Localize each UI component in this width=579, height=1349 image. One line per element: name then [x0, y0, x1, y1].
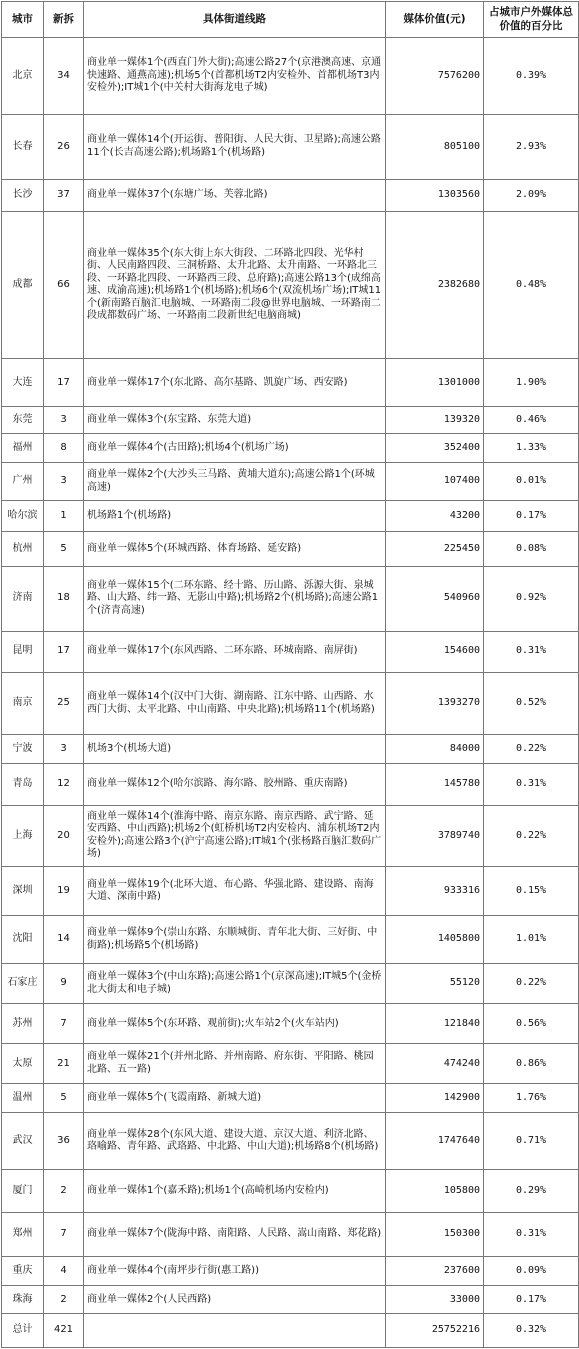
- cell-detail: 机场3个(机场大道): [84, 735, 386, 764]
- cell-city: 南京: [2, 672, 44, 734]
- cell-count: 4: [44, 1257, 84, 1286]
- cell-detail: 商业单一媒体4个(古田路);机场4个(机场广场): [84, 434, 386, 463]
- cell-detail: 商业单一媒体3个(东宝路、东莞大道): [84, 407, 386, 434]
- cell-city: 哈尔滨: [2, 501, 44, 532]
- table-row: [2, 212, 579, 359]
- cell-pct: 0.52%: [484, 672, 579, 734]
- cell-value: 474240: [386, 1044, 484, 1084]
- cell-city: 福州: [2, 434, 44, 463]
- cell-count: 3: [44, 735, 84, 764]
- cell-count: 36: [44, 1113, 84, 1170]
- cell-detail: [84, 1314, 386, 1348]
- cell-value: 107400: [386, 463, 484, 501]
- table-row: [2, 407, 579, 434]
- table-row: [2, 631, 579, 672]
- cell-city: 太原: [2, 1044, 44, 1084]
- table-row: [2, 179, 579, 211]
- cell-pct: 2.09%: [484, 179, 579, 211]
- cell-count: 1: [44, 501, 84, 532]
- table-row: [2, 114, 579, 179]
- table-row: [2, 38, 579, 115]
- cell-value: 43200: [386, 501, 484, 532]
- cell-pct: 0.46%: [484, 407, 579, 434]
- cell-city: 武汉: [2, 1113, 44, 1170]
- cell-count: 17: [44, 359, 84, 407]
- table-row: [2, 1170, 579, 1212]
- cell-count: 7: [44, 1004, 84, 1044]
- table-row: [2, 1286, 579, 1314]
- cell-city: 重庆: [2, 1257, 44, 1286]
- cell-count: 2: [44, 1286, 84, 1314]
- cell-pct: 0.17%: [484, 501, 579, 532]
- cell-detail: 商业单一媒体12个(哈尔滨路、海尔路、胶州路、重庆南路): [84, 764, 386, 805]
- cell-pct: 0.22%: [484, 805, 579, 866]
- table-row: [2, 1113, 579, 1170]
- cell-pct: 1.76%: [484, 1084, 579, 1113]
- cell-detail: 商业单一媒体37个(东塘广场、芙蓉北路): [84, 179, 386, 211]
- table-row: [2, 359, 579, 407]
- cell-detail: 商业单一媒体5个(飞霞南路、新城大道): [84, 1084, 386, 1113]
- cell-pct: 0.31%: [484, 1212, 579, 1257]
- cell-value: 142900: [386, 1084, 484, 1113]
- cell-count: 21: [44, 1044, 84, 1084]
- header-detail: 具体街道线路: [84, 2, 386, 38]
- table-row: [2, 532, 579, 567]
- header-row: [2, 2, 579, 38]
- cell-city: 长春: [2, 114, 44, 179]
- cell-city: 昆明: [2, 631, 44, 672]
- table-row: [2, 501, 579, 532]
- cell-value: 1405800: [386, 916, 484, 964]
- cell-count: 25: [44, 672, 84, 734]
- cell-count: 17: [44, 631, 84, 672]
- cell-detail: 商业单一媒体21个(并州北路、并州南路、府东街、平阳路、桃园北路、五一路): [84, 1044, 386, 1084]
- cell-count: 3: [44, 407, 84, 434]
- cell-count: 18: [44, 566, 84, 631]
- cell-count: 3: [44, 463, 84, 501]
- cell-pct: 0.29%: [484, 1170, 579, 1212]
- table-row: [2, 866, 579, 915]
- cell-detail: 商业单一媒体5个(环城西路、体育场路、延安路): [84, 532, 386, 567]
- cell-detail: 商业单一媒体7个(陇海中路、南阳路、人民路、嵩山南路、郑花路): [84, 1212, 386, 1257]
- table-row: [2, 916, 579, 964]
- cell-count: 421: [44, 1314, 84, 1348]
- cell-detail: 商业单一媒体15个(二环东路、经十路、历山路、泺源大街、泉城路、山大路、纬一路、无影山中路);机场路2个(机场路);高速公路1个(济青高速): [84, 566, 386, 631]
- cell-pct: 0.31%: [484, 764, 579, 805]
- cell-city: 珠海: [2, 1286, 44, 1314]
- cell-city: 深圳: [2, 866, 44, 915]
- cell-value: 55120: [386, 964, 484, 1004]
- cell-value: 3789740: [386, 805, 484, 866]
- cell-detail: 机场路1个(机场路): [84, 501, 386, 532]
- media-table: [1, 1, 579, 1348]
- table-row: [2, 672, 579, 734]
- header-value: 媒体价值(元): [386, 2, 484, 38]
- cell-city: 石家庄: [2, 964, 44, 1004]
- cell-city: 沈阳: [2, 916, 44, 964]
- cell-pct: 2.93%: [484, 114, 579, 179]
- table-row: [2, 1257, 579, 1286]
- cell-pct: 0.01%: [484, 463, 579, 501]
- cell-count: 26: [44, 114, 84, 179]
- cell-value: 139320: [386, 407, 484, 434]
- cell-detail: 商业单一媒体28个(东风大道、建设大道、京汉大道、利济北路、珞喻路、青年路、武珞路、中北路、中山大道);机场路8个(机场路): [84, 1113, 386, 1170]
- cell-count: 19: [44, 866, 84, 915]
- table-row: [2, 434, 579, 463]
- cell-city: 长沙: [2, 179, 44, 211]
- cell-value: 33000: [386, 1286, 484, 1314]
- cell-detail: 商业单一媒体17个(东风西路、二环东路、环城南路、南屏街): [84, 631, 386, 672]
- table-row: [2, 764, 579, 805]
- cell-value: 7576200: [386, 38, 484, 115]
- cell-city: 杭州: [2, 532, 44, 567]
- cell-detail: 商业单一媒体14个(开运街、普阳街、人民大街、卫星路);高速公路11个(长吉高速公路);机场路1个(机场路): [84, 114, 386, 179]
- cell-value: 933316: [386, 866, 484, 915]
- cell-detail: 商业单一媒体14个(淮海中路、南京东路、南京西路、武宁路、延安西路、中山西路);机场2个(虹桥机场T2内安检内、浦东机场T2内安检外);高速公路3个(沪宁高速公路);IT城1个(张杨路百脑汇数码广场): [84, 805, 386, 866]
- cell-value: 145780: [386, 764, 484, 805]
- cell-pct: 0.09%: [484, 1257, 579, 1286]
- header-pct: 占城市户外媒体总价值的百分比: [484, 2, 579, 38]
- cell-value: 225450: [386, 532, 484, 567]
- cell-count: 34: [44, 38, 84, 115]
- cell-count: 5: [44, 532, 84, 567]
- table-body: [2, 38, 579, 1348]
- cell-pct: 0.92%: [484, 566, 579, 631]
- cell-value: 84000: [386, 735, 484, 764]
- cell-pct: 0.71%: [484, 1113, 579, 1170]
- cell-detail: 商业单一媒体2个(大沙头三马路、黄埔大道东);高速公路1个(环城高速): [84, 463, 386, 501]
- cell-city: 青岛: [2, 764, 44, 805]
- cell-count: 9: [44, 964, 84, 1004]
- cell-pct: 0.17%: [484, 1286, 579, 1314]
- cell-count: 14: [44, 916, 84, 964]
- cell-detail: 商业单一媒体17个(东北路、高尔基路、凯旋广场、西安路): [84, 359, 386, 407]
- cell-value: 237600: [386, 1257, 484, 1286]
- cell-city: 上海: [2, 805, 44, 866]
- cell-value: 150300: [386, 1212, 484, 1257]
- cell-pct: 0.39%: [484, 38, 579, 115]
- table-row: [2, 1044, 579, 1084]
- cell-value: 121840: [386, 1004, 484, 1044]
- cell-city: 宁波: [2, 735, 44, 764]
- cell-detail: 商业单一媒体1个(西直门外大街);高速公路27个(京港澳高速、京通快速路、通燕高速);机场5个(首都机场T2内安检外、首都机场T3内安检外);IT城1个(中关村大街海龙电子城): [84, 38, 386, 115]
- total-row: [2, 1314, 579, 1348]
- cell-city: 郑州: [2, 1212, 44, 1257]
- cell-value: 105800: [386, 1170, 484, 1212]
- cell-value: 1393270: [386, 672, 484, 734]
- header-count: 新拆: [44, 2, 84, 38]
- table-row: [2, 566, 579, 631]
- cell-detail: 商业单一媒体35个(东大街上东大街段、二环路北四段、光华村街、人民南路四段、三洞桥路、太升北路、太升南路、一环路北三段、一环路北四段、一环路西三段、总府路);高速公路13个(成绵高速、成渝高速);机场路1个(机场路);机场6个(双流机场广场);IT城11个(新南路百脑汇电脑城、一环路南二段@世界电脑城、一环路南二段成都数码广场、一环路南二段新世纪电脑商城): [84, 212, 386, 359]
- cell-pct: 0.32%: [484, 1314, 579, 1348]
- cell-count: 8: [44, 434, 84, 463]
- cell-value: 1747640: [386, 1113, 484, 1170]
- cell-detail: 商业单一媒体19个(北环大道、布心路、华强北路、建设路、南海大道、深南中路): [84, 866, 386, 915]
- cell-city: 济南: [2, 566, 44, 631]
- cell-count: 2: [44, 1170, 84, 1212]
- cell-city: 大连: [2, 359, 44, 407]
- table-row: [2, 463, 579, 501]
- cell-detail: 商业单一媒体1个(嘉禾路);机场1个(高崎机场内安检内): [84, 1170, 386, 1212]
- cell-count: 37: [44, 179, 84, 211]
- table-row: [2, 1084, 579, 1113]
- cell-pct: 0.48%: [484, 212, 579, 359]
- cell-pct: 0.08%: [484, 532, 579, 567]
- cell-pct: 0.31%: [484, 631, 579, 672]
- cell-count: 12: [44, 764, 84, 805]
- table-row: [2, 964, 579, 1004]
- cell-value: 1301000: [386, 359, 484, 407]
- cell-pct: 0.22%: [484, 964, 579, 1004]
- cell-city: 成都: [2, 212, 44, 359]
- header-city: 城市: [2, 2, 44, 38]
- cell-pct: 0.56%: [484, 1004, 579, 1044]
- cell-detail: 商业单一媒体5个(东环路、观前街);火车站2个(火车站内): [84, 1004, 386, 1044]
- cell-detail: 商业单一媒体4个(南坪步行街(惠工路)): [84, 1257, 386, 1286]
- cell-value: 805100: [386, 114, 484, 179]
- cell-pct: 1.01%: [484, 916, 579, 964]
- cell-value: 25752216: [386, 1314, 484, 1348]
- cell-pct: 1.90%: [484, 359, 579, 407]
- table-row: [2, 735, 579, 764]
- cell-count: 66: [44, 212, 84, 359]
- cell-city: 广州: [2, 463, 44, 501]
- cell-city: 苏州: [2, 1004, 44, 1044]
- cell-value: 352400: [386, 434, 484, 463]
- cell-value: 2382680: [386, 212, 484, 359]
- cell-pct: 1.33%: [484, 434, 579, 463]
- cell-city: 东莞: [2, 407, 44, 434]
- cell-city: 厦门: [2, 1170, 44, 1212]
- table-row: [2, 805, 579, 866]
- cell-city: 总计: [2, 1314, 44, 1348]
- cell-count: 20: [44, 805, 84, 866]
- table-row: [2, 1212, 579, 1257]
- cell-count: 5: [44, 1084, 84, 1113]
- cell-city: 北京: [2, 38, 44, 115]
- cell-pct: 0.22%: [484, 735, 579, 764]
- cell-value: 1303560: [386, 179, 484, 211]
- cell-count: 7: [44, 1212, 84, 1257]
- cell-value: 154600: [386, 631, 484, 672]
- cell-detail: 商业单一媒体2个(人民西路): [84, 1286, 386, 1314]
- cell-value: 540960: [386, 566, 484, 631]
- cell-city: 温州: [2, 1084, 44, 1113]
- cell-detail: 商业单一媒体3个(中山东路);高速公路1个(京深高速);IT城5个(金桥北大街太和电子城): [84, 964, 386, 1004]
- cell-detail: 商业单一媒体9个(崇山东路、东顺城街、青年北大街、三好街、中街路);机场路5个(机场路): [84, 916, 386, 964]
- cell-pct: 0.86%: [484, 1044, 579, 1084]
- cell-pct: 0.15%: [484, 866, 579, 915]
- table-row: [2, 1004, 579, 1044]
- cell-detail: 商业单一媒体14个(汉中门大街、湖南路、江东中路、山西路、水西门大街、太平北路、中山南路、中央北路);机场路11个(机场路): [84, 672, 386, 734]
